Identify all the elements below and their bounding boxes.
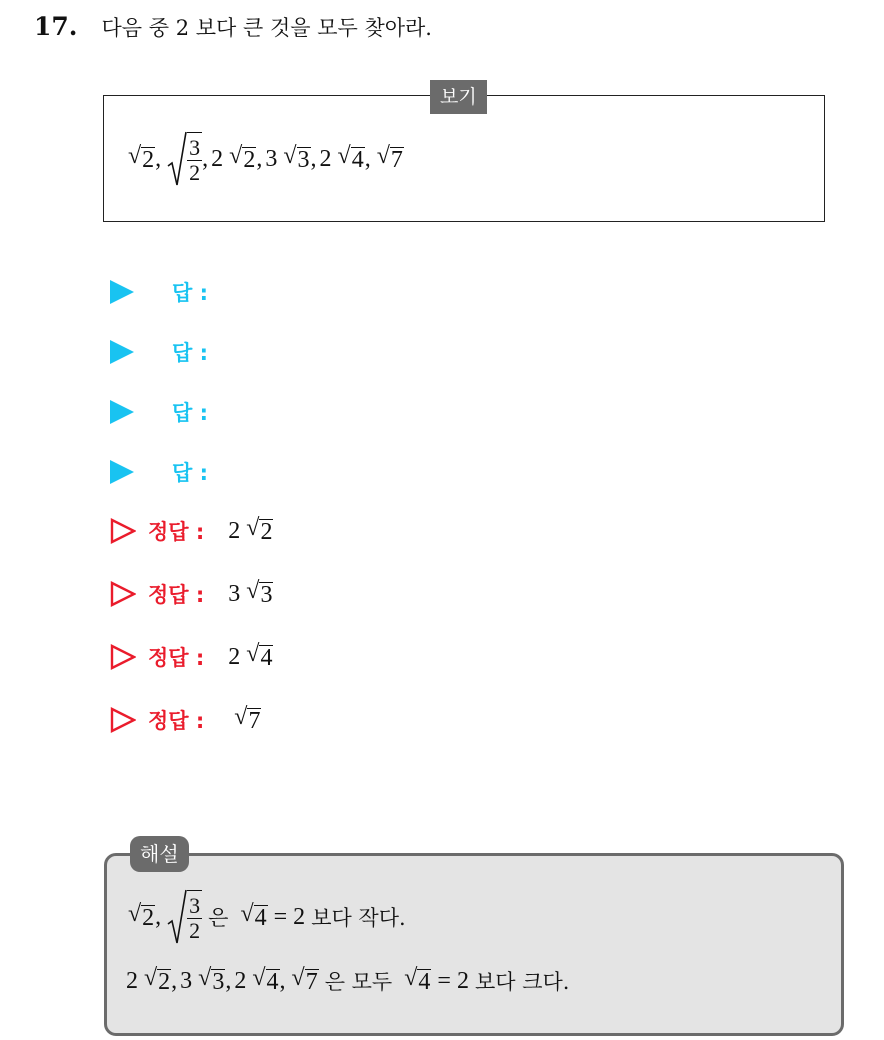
- answer-label: 답 :: [172, 401, 208, 425]
- bogi-item-sqrt2: √ 2: [128, 143, 155, 174]
- correct-answer-2: [110, 579, 273, 609]
- bogi-item-sqrt7: √ 7: [376, 143, 403, 174]
- answer-blank-3[interactable]: [110, 397, 208, 427]
- explanation-suffix-1: 은: [208, 906, 229, 930]
- explanation-suffix-2: 은 모두: [324, 970, 393, 994]
- equals-two: = 2: [273, 903, 306, 930]
- correct-answer-3: [110, 642, 273, 672]
- answer-blank-2[interactable]: [110, 337, 208, 367]
- filled-triangle-right-icon: [110, 280, 134, 304]
- correct-answer-4: [110, 705, 261, 735]
- explanation-line-2: 2 √ 2 , 3 √ 3 , 2 √ 4 , √ 7 은 모두 √ 4 = 2 보다 크다.: [126, 965, 570, 996]
- correct-value: 2 √ 4: [228, 641, 273, 672]
- correct-label: 정답 :: [148, 646, 205, 670]
- bogi-item-2sqrt4: 2: [319, 145, 338, 172]
- filled-triangle-right-icon: [110, 340, 134, 364]
- explanation-end-2: 보다 크다.: [474, 970, 570, 994]
- correct-label: 정답 :: [148, 709, 205, 733]
- bogi-tag: 보기: [430, 80, 487, 114]
- correct-value: √ 7: [234, 704, 261, 735]
- question-text: 다음 중 2 보다 큰 것을 모두 찾아라.: [101, 16, 432, 40]
- filled-triangle-right-icon: [110, 460, 134, 484]
- bogi-item-3sqrt3: 3: [265, 145, 284, 172]
- answer-blank-4[interactable]: [110, 457, 208, 487]
- explanation-line-1: √ 2 , $\frac{3}{2}$ 은 √ 4 = 2 보다 작다.: [128, 888, 406, 946]
- correct-answer-1: [110, 516, 273, 546]
- answer-label: 답 :: [172, 461, 208, 485]
- question-number: 17.: [34, 12, 78, 41]
- outline-triangle-right-icon: [110, 644, 136, 670]
- outline-triangle-right-icon: [110, 581, 136, 607]
- correct-label: 정답 :: [148, 520, 205, 544]
- answer-label: 답 :: [172, 341, 208, 365]
- explanation-end-1: 보다 작다.: [311, 906, 406, 930]
- outline-triangle-right-icon: [110, 707, 136, 733]
- correct-value: 2 √ 2: [228, 515, 273, 546]
- bogi-item-sqrt-3-over-2: $\frac{3}{2}$: [167, 130, 202, 188]
- filled-triangle-right-icon: [110, 400, 134, 424]
- outline-triangle-right-icon: [110, 518, 136, 544]
- answer-blank-1[interactable]: [110, 277, 208, 307]
- correct-label: 정답 :: [148, 583, 205, 607]
- correct-value: 3 √ 3: [228, 578, 273, 609]
- equals-two: = 2: [437, 967, 469, 994]
- answer-label: 답 :: [172, 281, 208, 305]
- bogi-item-2sqrt2: 2: [211, 145, 230, 172]
- question-header: [34, 12, 432, 42]
- bogi-expression: √ 2 , $\frac{3}{2}$ , 2 √ 2 , 3 √ 3 , 2 √ 4 , √ 7: [128, 130, 404, 188]
- explanation-tag: 해설: [130, 836, 189, 872]
